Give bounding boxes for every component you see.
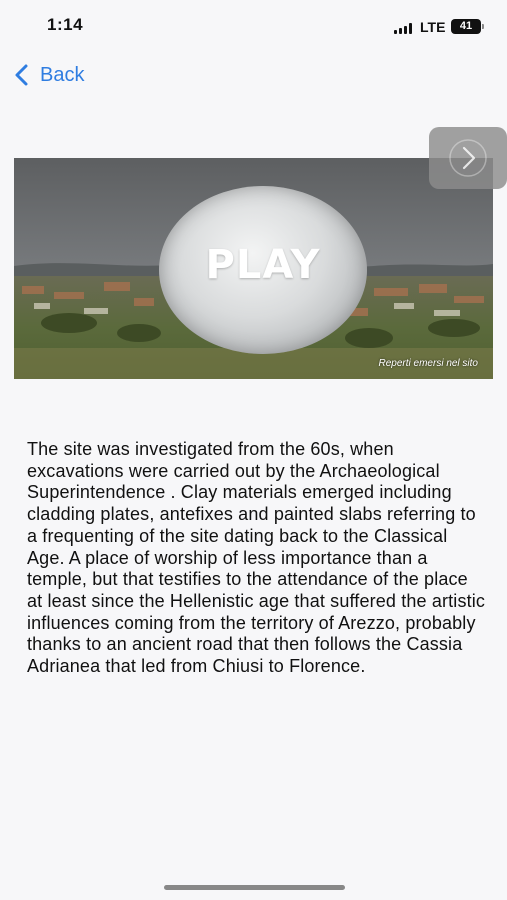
chevron-right-icon (448, 138, 488, 178)
home-indicator[interactable] (164, 885, 345, 890)
back-button[interactable] (12, 60, 84, 90)
play-label: PLAY (205, 242, 321, 288)
hero-image (14, 158, 493, 379)
chevron-left-icon (12, 63, 30, 87)
back-label: Back (40, 63, 85, 86)
site-description: The site was investigated from the 60s, when excavations were carried out by the Archaeological Superintendence . Clay materials emerged including cladding plates, antefixes and painted slabs referring to a frequenting of the site dating back to the Classical Age. A place of worship of less importance than a temple, but that testifies to the attendance of the place at least since the Hellenistic age that suffered the artistic influences coming from the territory of Arezzo, probably thanks to an ancient road that then follows the Cassia Adrianea that led from Chiusi to Florence. (27, 439, 486, 677)
status-time: 1:14 (47, 15, 84, 34)
status-bar (0, 0, 507, 52)
signal-icon (394, 23, 412, 34)
play-button[interactable] (159, 186, 367, 354)
next-button[interactable] (429, 127, 507, 189)
battery-icon: 41 (451, 19, 481, 34)
network-label: LTE (420, 19, 446, 35)
image-caption: Reperti emersi nel sito (378, 358, 478, 369)
